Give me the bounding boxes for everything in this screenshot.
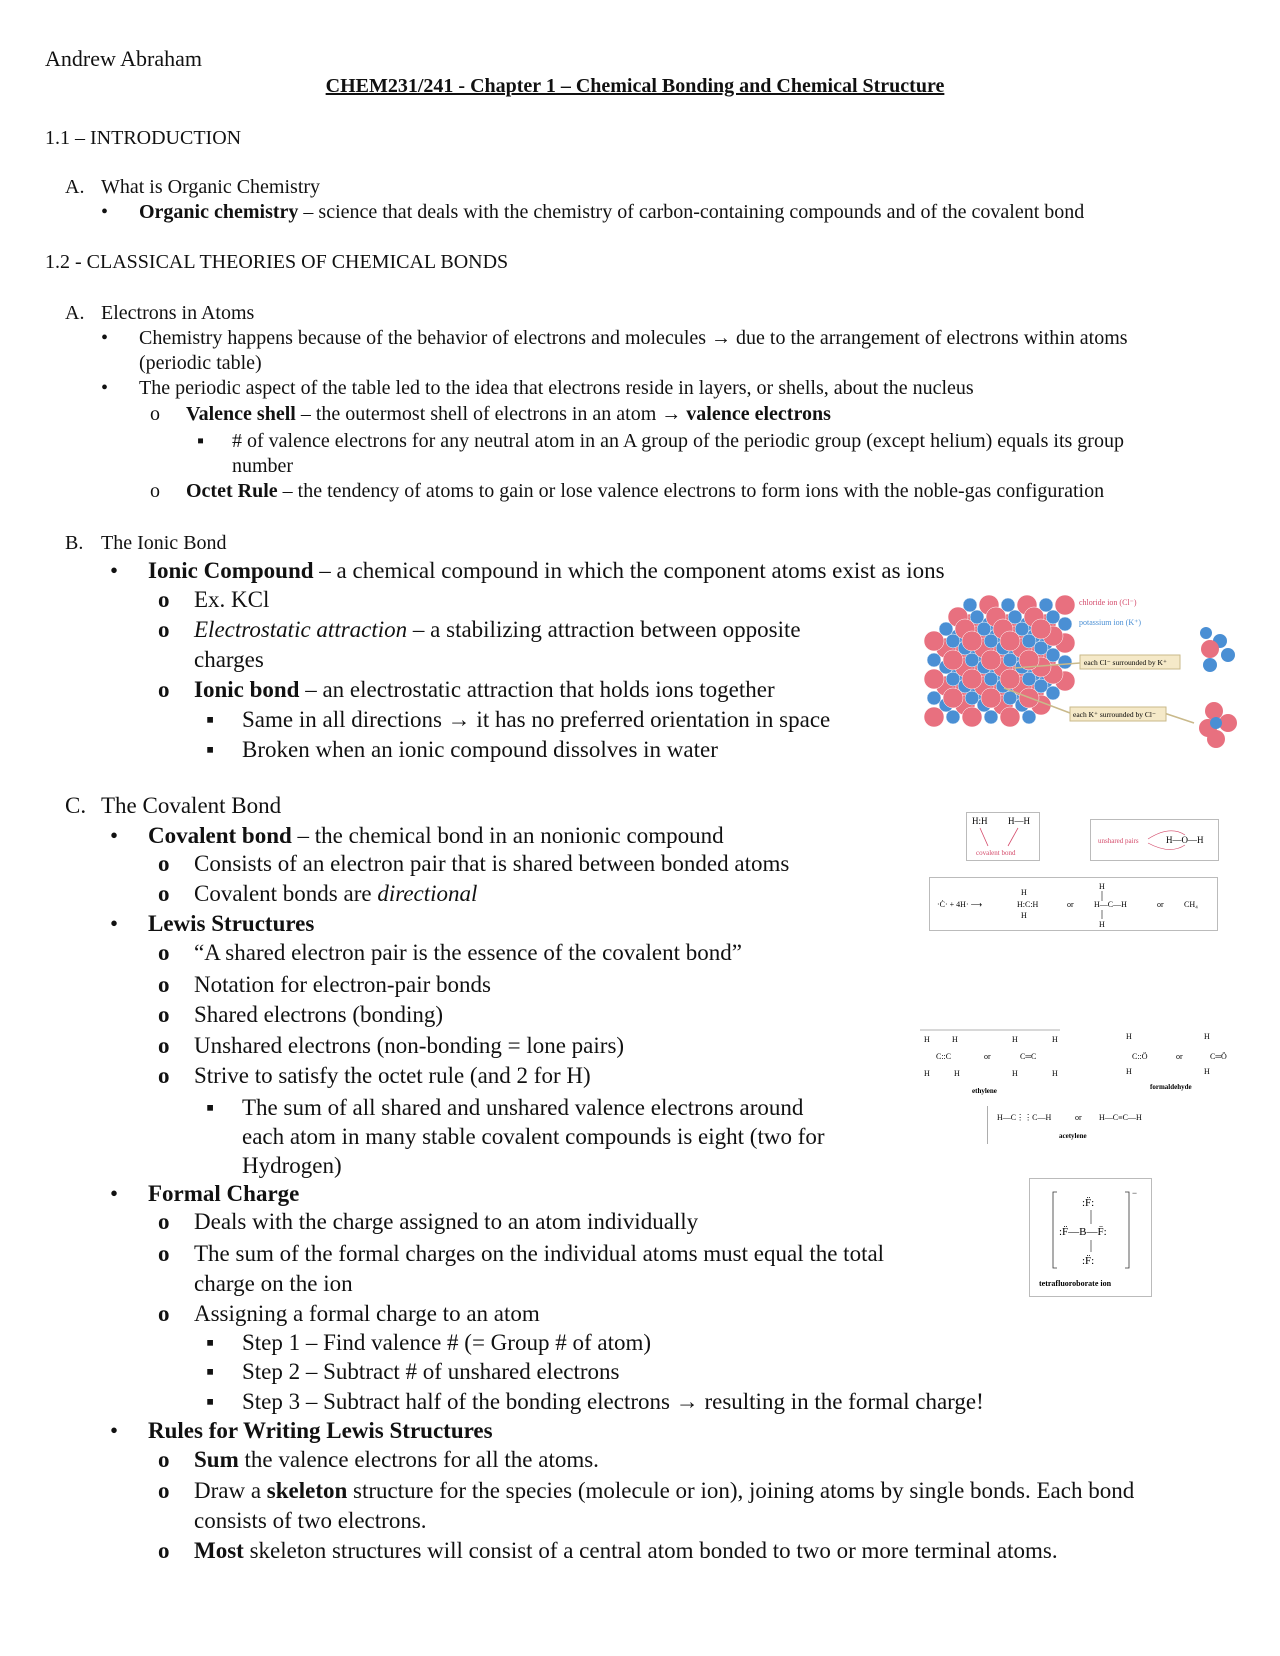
- potassium-ion: [984, 710, 998, 724]
- list-item: [186, 479, 1104, 503]
- acetylene-figure: [987, 1106, 1177, 1146]
- potassium-ion: [946, 672, 960, 686]
- potassium-ion: [927, 691, 941, 705]
- svg-text:H: H: [924, 1069, 930, 1078]
- list-item: Strive to satisfy the octet rule (and 2 for H): [194, 1063, 591, 1088]
- list-item: Step 2 – Subtract # of unshared electrons: [242, 1359, 620, 1384]
- h2-covalent-bond-figure: [966, 812, 1041, 862]
- text: structure for the species (molecule or ion), joining atoms by single bonds. Each bond: [347, 1478, 1135, 1503]
- svg-text:H: H: [1126, 1067, 1132, 1076]
- list-item: [194, 676, 775, 704]
- svg-text:H:C:H: H:C:H: [1017, 900, 1039, 909]
- list-item-heading: Formal Charge: [148, 1181, 300, 1206]
- term: Sum: [194, 1447, 239, 1472]
- circle-marker: o: [158, 1033, 170, 1058]
- chloride-ion: [1000, 669, 1020, 689]
- ethylene-formaldehyde-figure: [920, 1029, 1240, 1099]
- list-item: Notation for electron-pair bonds: [194, 972, 491, 997]
- text: the valence electrons for all the atoms.: [238, 1447, 599, 1472]
- acetylene-dot-formula: H—C⋮⋮C—H: [997, 1113, 1052, 1122]
- definition: – the tendency of atoms to gain or lose valence electrons to form ions with the noble-gas configuration: [277, 480, 1105, 502]
- potassium-ion: [1003, 653, 1017, 667]
- definition: – a chemical compound in which the component atoms exist as ions: [313, 558, 945, 583]
- list-marker: C.: [65, 793, 87, 818]
- potassium-ion: [1003, 691, 1017, 705]
- list-item-continued: Hydrogen): [242, 1153, 342, 1178]
- list-item-continued: each atom in many stable covalent compounds is eight (two for: [242, 1124, 825, 1149]
- unshared-pairs-label: unshared pairs: [1098, 837, 1139, 845]
- potassium-ion: [984, 672, 998, 686]
- circle-marker: o: [158, 587, 170, 612]
- chloride-ion: [1000, 707, 1020, 727]
- list-item: Consists of an electron pair that is shared between bonded atoms: [194, 851, 790, 876]
- list-item: [194, 1477, 1134, 1505]
- circle-marker: o: [158, 972, 170, 997]
- ion-lattice: [924, 595, 1075, 727]
- definition: – the chemical bond in an nonionic compound: [291, 823, 724, 848]
- svg-text::F̈:: :F̈:: [1082, 1255, 1095, 1267]
- potassium-ion: [946, 710, 960, 724]
- each-k-callout: each K⁺ surrounded by Cl⁻: [1073, 710, 1156, 719]
- circle-marker: o: [158, 851, 170, 876]
- svg-text::F̈—B—F̈:: :F̈—B—F̈:: [1059, 1226, 1107, 1238]
- list-item: The sum of all shared and unshared valence electrons around: [242, 1095, 804, 1120]
- circle-marker: o: [158, 881, 170, 906]
- square-marker: ▪: [206, 737, 215, 762]
- svg-text:H: H: [924, 1035, 930, 1044]
- square-marker: ▪: [206, 1359, 215, 1384]
- bullet-marker: •: [110, 823, 119, 848]
- term: skeleton: [266, 1478, 348, 1503]
- list-marker: A.: [65, 302, 85, 324]
- list-item: “A shared electron pair is the essence of the covalent bond”: [194, 940, 742, 965]
- list-item: Same in all directions → it has no preferred orientation in space: [242, 707, 831, 732]
- chloride-label: chloride ion (Cl⁻): [1079, 598, 1137, 607]
- potassium-ion: [1022, 710, 1036, 724]
- subsection-title: Electrons in Atoms: [101, 302, 255, 324]
- chloride-ion: [1000, 631, 1020, 651]
- svg-text:C::C: C::C: [936, 1052, 952, 1061]
- chloride-ion: [924, 631, 944, 651]
- term: Valence shell: [186, 403, 296, 425]
- square-marker: ▪: [206, 1095, 215, 1120]
- svg-text:H: H: [1099, 920, 1105, 929]
- kcl-crystal-figure: [924, 593, 1244, 763]
- text: Draw a: [194, 1478, 267, 1503]
- svg-text:C═C: C═C: [1020, 1052, 1037, 1061]
- svg-text:H: H: [1052, 1069, 1058, 1078]
- or-label: or: [1067, 900, 1074, 909]
- definition: – the outermost shell of electrons in an atom →: [295, 403, 687, 425]
- section-heading-1-1: 1.1 – INTRODUCTION: [45, 127, 242, 149]
- circle-marker: o: [150, 403, 160, 425]
- bullet-marker: •: [101, 201, 109, 223]
- text: skeleton structures will consist of a central atom bonded to two or more terminal atoms.: [243, 1538, 1058, 1563]
- svg-text:H: H: [1021, 888, 1027, 897]
- square-marker: ▪: [206, 1330, 215, 1355]
- svg-text:H: H: [952, 1035, 958, 1044]
- list-item-continued: charge on the ion: [194, 1271, 353, 1296]
- svg-text:H: H: [1012, 1035, 1018, 1044]
- potassium-ion: [965, 691, 979, 705]
- list-item: The sum of the formal charges on the individual atoms must equal the total: [194, 1241, 885, 1266]
- circle-marker: o: [158, 1447, 170, 1472]
- term: Most: [194, 1538, 244, 1563]
- circle-marker: o: [158, 1209, 170, 1234]
- list-item-heading: Rules for Writing Lewis Structures: [148, 1418, 493, 1443]
- acetylene-label: acetylene: [1059, 1132, 1087, 1140]
- circle-marker: o: [158, 940, 170, 965]
- circle-marker: o: [158, 1063, 170, 1088]
- or-label: or: [1157, 900, 1164, 909]
- author-name: Andrew Abraham: [45, 46, 203, 71]
- list-item: Unshared electrons (non-bonding = lone pairs): [194, 1033, 625, 1058]
- circle-marker: o: [158, 1241, 170, 1266]
- term: Electrostatic attraction: [194, 617, 408, 642]
- list-item: Shared electrons (bonding): [194, 1002, 444, 1027]
- circle-marker: o: [158, 1002, 170, 1027]
- page-title: CHEM231/241 - Chapter 1 – Chemical Bonding and Chemical Structure: [325, 75, 945, 97]
- h2-dot-formula: H:H: [972, 816, 988, 826]
- section-heading-1-2: 1.2 - CLASSICAL THEORIES OF CHEMICAL BONDS: [45, 251, 509, 273]
- chloride-ion: [981, 688, 1001, 708]
- subsection-title: What is Organic Chemistry: [101, 176, 321, 198]
- h2-line-formula: H—H: [1008, 816, 1030, 826]
- list-item: [194, 1537, 1058, 1565]
- list-item: [194, 616, 801, 644]
- svg-text:H: H: [1021, 911, 1027, 920]
- list-item: [194, 1446, 599, 1474]
- svg-text:H: H: [1099, 882, 1105, 891]
- term: Organic chemistry: [139, 201, 299, 223]
- bullet-marker: •: [110, 558, 119, 583]
- acetylene-line-formula: H—C≡C—H: [1099, 1113, 1142, 1122]
- list-item: [186, 402, 831, 426]
- list-item: [139, 200, 1084, 224]
- tetrafluoroborate-label: tetrafluoroborate ion: [1039, 1279, 1112, 1288]
- term: Ionic bond: [194, 677, 300, 702]
- list-marker: B.: [65, 532, 84, 554]
- svg-text:H: H: [1052, 1035, 1058, 1044]
- potassium-ion: [965, 653, 979, 667]
- potassium-ion: [1022, 672, 1036, 686]
- list-item: Step 1 – Find valence # (= Group # of atom): [242, 1330, 652, 1355]
- list-marker: A.: [65, 176, 85, 198]
- svg-text:H: H: [1012, 1069, 1018, 1078]
- list-item: Ex. KCl: [194, 587, 270, 612]
- subsection-title: The Covalent Bond: [101, 793, 282, 818]
- list-item: [148, 822, 724, 850]
- chloride-ion: [962, 707, 982, 727]
- term: Octet Rule: [186, 480, 278, 502]
- definition: – science that deals with the chemistry of carbon-containing compounds and of the covalent bond: [298, 201, 1085, 223]
- svg-text:C═Ö: C═Ö: [1210, 1052, 1227, 1061]
- water-unshared-pairs-figure: [1090, 819, 1220, 862]
- square-marker: ▪: [206, 707, 215, 732]
- covalent-bond-label: covalent bond: [976, 849, 1016, 857]
- bullet-marker: •: [110, 1418, 119, 1443]
- list-item-continued: charges: [194, 647, 264, 672]
- each-cl-callout: each Cl⁻ surrounded by K⁺: [1084, 658, 1167, 667]
- list-item: [148, 557, 945, 585]
- chloride-ion: [924, 707, 944, 727]
- square-marker: ▪: [206, 1389, 215, 1414]
- term: Ionic Compound: [148, 558, 314, 583]
- definition: – a stabilizing attraction between opposite: [407, 617, 801, 642]
- or-label: or: [1176, 1052, 1183, 1061]
- list-item: Step 3 – Subtract half of the bonding electrons → resulting in the formal charge!: [242, 1389, 984, 1414]
- square-marker: ▪: [197, 430, 205, 452]
- methane-reaction: ·Ċ· + 4H· ⟶: [937, 900, 983, 909]
- svg-text:C::Ö: C::Ö: [1132, 1052, 1148, 1061]
- chloride-ion: [943, 688, 963, 708]
- formaldehyde-label: formaldehyde: [1150, 1083, 1192, 1091]
- circle-marker: o: [158, 617, 170, 642]
- list-item-continued: number: [232, 455, 294, 477]
- circle-marker: o: [158, 677, 170, 702]
- chloride-ion: [924, 669, 944, 689]
- circle-marker: o: [158, 1478, 170, 1503]
- ethylene-label: ethylene: [972, 1087, 997, 1095]
- water-formula: H—O—H: [1166, 835, 1204, 845]
- list-item: Chemistry happens because of the behavior of electrons and molecules → due to the arrangement of electrons within atoms: [139, 327, 1128, 349]
- list-item-continued: (periodic table): [139, 352, 262, 374]
- bullet-marker: •: [110, 1181, 119, 1206]
- potassium-ion: [927, 653, 941, 667]
- list-item-continued: consists of two electrons.: [194, 1508, 427, 1533]
- potassium-ion: [984, 634, 998, 648]
- svg-text:H: H: [954, 1069, 960, 1078]
- svg-text:H—C—H: H—C—H: [1094, 900, 1127, 909]
- list-item: The periodic aspect of the table led to the idea that electrons reside in layers, or shells, about the nucleus: [139, 377, 974, 399]
- text: Covalent bonds are: [194, 881, 378, 906]
- list-item: Assigning a formal charge to an atom: [194, 1301, 540, 1326]
- svg-text:H: H: [1126, 1032, 1132, 1041]
- svg-text:H: H: [1204, 1067, 1210, 1076]
- bullet-marker: •: [101, 327, 109, 349]
- potassium-ion: [1022, 634, 1036, 648]
- chloride-ion: [943, 650, 963, 670]
- bullet-marker: •: [110, 911, 119, 936]
- potassium-label: potassium ion (K⁺): [1079, 618, 1141, 627]
- circle-marker: o: [158, 1301, 170, 1326]
- chloride-ion: [962, 669, 982, 689]
- ion-charge: −: [1132, 1188, 1138, 1198]
- svg-text:H: H: [1204, 1032, 1210, 1041]
- list-item-heading: Lewis Structures: [148, 911, 315, 936]
- term: Covalent bond: [148, 823, 292, 848]
- circle-marker: o: [150, 480, 160, 502]
- chloride-ion: [981, 650, 1001, 670]
- ch4-formula: CH₄: [1184, 900, 1198, 909]
- list-item: Deals with the charge assigned to an atom individually: [194, 1209, 699, 1234]
- list-item: Broken when an ionic compound dissolves in water: [242, 737, 718, 762]
- term: valence electrons: [686, 403, 831, 425]
- methane-formation-figure: [929, 877, 1219, 932]
- emphasis: directional: [377, 881, 478, 906]
- potassium-ion: [946, 634, 960, 648]
- definition: – an electrostatic attraction that holds ions together: [299, 677, 775, 702]
- or-label: or: [1075, 1113, 1082, 1122]
- circle-marker: o: [158, 1538, 170, 1563]
- tetrafluoroborate-figure: [1029, 1178, 1153, 1298]
- chloride-ion: [962, 631, 982, 651]
- list-item: # of valence electrons for any neutral atom in an A group of the periodic group (except helium) equals its group: [232, 430, 1124, 452]
- or-label: or: [984, 1052, 991, 1061]
- subsection-title: The Ionic Bond: [101, 532, 227, 554]
- list-item: [194, 880, 477, 908]
- bullet-marker: •: [101, 377, 109, 399]
- svg-text::F̈:: :F̈:: [1082, 1197, 1095, 1209]
